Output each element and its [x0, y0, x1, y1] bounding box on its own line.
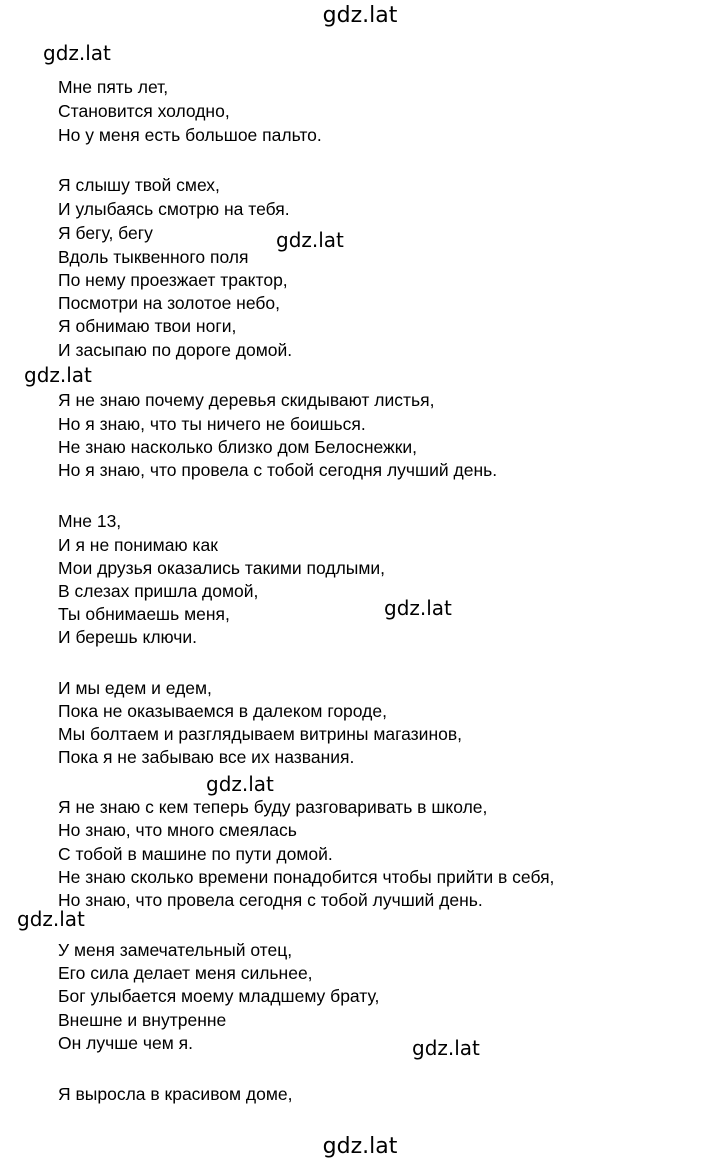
watermark-top: gdz.lat — [322, 3, 398, 28]
watermark: gdz.lat — [43, 41, 111, 65]
poem-line: У меня замечательный отец, — [58, 940, 293, 960]
poem-line: Но знаю, что много смеялась — [58, 820, 297, 840]
poem-line: Но я знаю, что ты ничего не боишься. — [58, 414, 366, 434]
poem-line: Внешне и внутренне — [58, 1010, 227, 1030]
poem-line: И берешь ключи. — [58, 627, 198, 647]
poem-line: Но у меня есть большое пальто. — [58, 125, 322, 145]
watermark: gdz.lat — [276, 228, 344, 252]
poem-line: Вдоль тыквенного поля — [58, 247, 249, 267]
poem-line: Не знаю насколько близко дом Белоснежки, — [58, 437, 418, 457]
poem-line: Но знаю, что провела сегодня с тобой лучший день. — [58, 890, 483, 910]
poem-line: По нему проезжает трактор, — [58, 270, 288, 290]
poem-line: Его сила делает меня сильнее, — [58, 963, 313, 983]
watermark: gdz.lat — [384, 596, 452, 620]
poem-line: Я бегу, бегу — [58, 223, 153, 243]
watermark: gdz.lat — [17, 907, 85, 931]
poem-line: Мои друзья оказались такими подлыми, — [58, 558, 386, 578]
poem-line: Пока не оказываемся в далеком городе, — [58, 701, 387, 721]
poem-line: С тобой в машине по пути домой. — [58, 844, 333, 864]
poem-line: И улыбаясь смотрю на тебя. — [58, 199, 290, 219]
poem-line: Пока я не забываю все их названия. — [58, 747, 355, 767]
poem-line: Но я знаю, что провела с тобой сегодня лучший день. — [58, 460, 498, 480]
poem-line: И мы едем и едем, — [58, 678, 212, 698]
watermark: gdz.lat — [24, 363, 92, 387]
poem-line: Я не знаю почему деревья скидывают листья, — [58, 390, 435, 410]
poem-line: И засыпаю по дороге домой. — [58, 340, 293, 360]
poem-line: Я слышу твой смех, — [58, 175, 220, 195]
poem-line: Я не знаю с кем теперь буду разговаривать в школе, — [58, 797, 488, 817]
poem-line: Я обнимаю твои ноги, — [58, 316, 237, 336]
poem-line: Мне 13, — [58, 511, 122, 531]
poem-line: Мне пять лет, — [58, 77, 169, 97]
poem-line: Посмотри на золотое небо, — [58, 293, 280, 313]
poem-line: Не знаю сколько времени понадобится чтобы прийти в себя, — [58, 867, 555, 887]
watermark-bottom: gdz.lat — [322, 1134, 398, 1159]
watermark: gdz.lat — [412, 1036, 480, 1060]
poem-line: В слезах пришла домой, — [58, 581, 259, 601]
poem-line: Мы болтаем и разглядываем витрины магазинов, — [58, 724, 462, 744]
poem-line: Становится холодно, — [58, 101, 230, 121]
poem-line: И я не понимаю как — [58, 535, 218, 555]
poem-line: Я выросла в красивом доме, — [58, 1084, 293, 1104]
watermark: gdz.lat — [206, 772, 274, 796]
poem-line: Ты обнимаешь меня, — [58, 604, 230, 624]
poem-line: Бог улыбается моему младшему брату, — [58, 986, 380, 1006]
poem-line: Он лучше чем я. — [58, 1033, 193, 1053]
